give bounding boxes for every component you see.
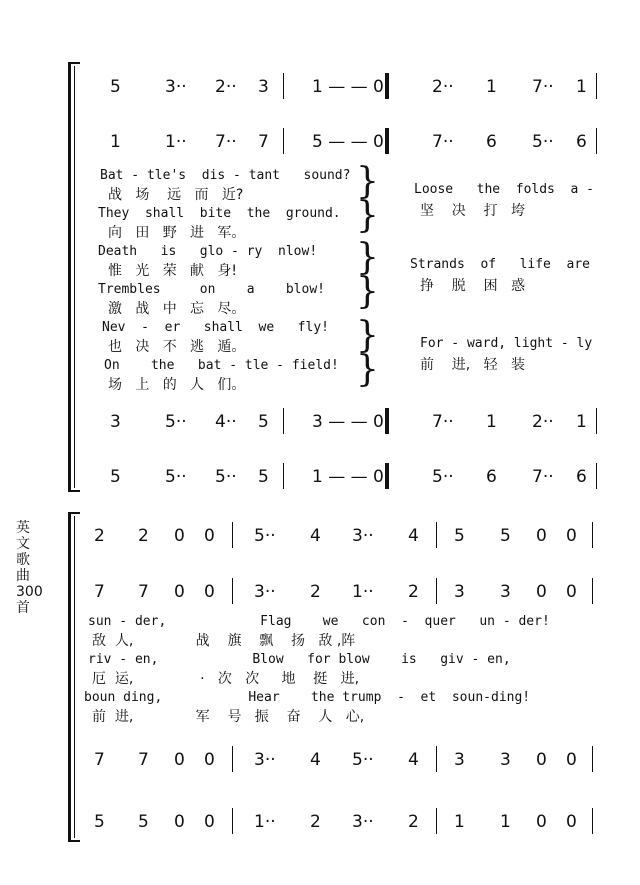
note: 0 xyxy=(566,582,577,602)
barline xyxy=(283,408,284,434)
barline xyxy=(592,578,593,604)
lyric-line: Bat - tle's dis - tant sound? xyxy=(100,168,351,183)
note: 5·· xyxy=(215,467,237,487)
note: 0 xyxy=(536,750,547,770)
lyric-line: 战 场 远 而 近? xyxy=(108,187,244,203)
note: 3 xyxy=(500,750,511,770)
barline xyxy=(592,522,593,548)
note: 1 — — 0 xyxy=(312,77,384,97)
note: 0 xyxy=(536,526,547,546)
note: 6 xyxy=(486,467,497,487)
note: 6 xyxy=(486,132,497,152)
note: 0 xyxy=(174,582,185,602)
system2-bracket-line xyxy=(68,512,71,842)
note: 7·· xyxy=(432,412,454,432)
barline xyxy=(283,73,284,99)
barline xyxy=(232,808,233,834)
note: 0 xyxy=(204,812,215,832)
note: 5·· xyxy=(532,132,554,152)
barline xyxy=(596,73,597,99)
note: 2·· xyxy=(432,77,454,97)
note: 2 xyxy=(138,526,149,546)
note: 1 xyxy=(576,77,587,97)
note: 5·· xyxy=(254,526,276,546)
barline xyxy=(596,463,597,489)
note: 2 xyxy=(408,812,419,832)
repeat-barline xyxy=(385,408,389,434)
system2-inner-line xyxy=(74,516,75,838)
lyric-line: 坚 决 打 垮 xyxy=(420,203,525,219)
system2-bracket-top xyxy=(68,512,80,514)
note: 2 xyxy=(310,812,321,832)
note: 1·· xyxy=(254,812,276,832)
lyric-line: Loose the folds a - xyxy=(414,182,595,197)
note: 5 xyxy=(258,467,269,487)
barline xyxy=(592,746,593,772)
lyric-line: Nev - er shall we fly! xyxy=(102,320,329,335)
barline xyxy=(232,746,233,772)
note: 0 xyxy=(566,812,577,832)
note: 5 xyxy=(454,526,465,546)
lyric-line: 挣 脱 困 惑 xyxy=(420,278,525,294)
lyric-brace: } xyxy=(356,237,379,278)
system1-inner-line xyxy=(74,66,75,488)
note: 5 xyxy=(258,412,269,432)
repeat-barline xyxy=(385,128,389,154)
note: 7 xyxy=(138,750,149,770)
barline xyxy=(283,463,284,489)
note: 5 — — 0 xyxy=(312,132,384,152)
lyric-line: boun ding, Hear the trump - et soun-ding! xyxy=(84,690,531,705)
note: 5·· xyxy=(352,750,374,770)
barline xyxy=(232,578,233,604)
note: 7 xyxy=(94,750,105,770)
note: 7 xyxy=(94,582,105,602)
repeat-barline xyxy=(385,463,389,489)
barline xyxy=(592,808,593,834)
lyric-brace: } xyxy=(356,271,379,312)
note: 6 xyxy=(576,467,587,487)
note: 0 xyxy=(566,526,577,546)
note: 0 xyxy=(566,750,577,770)
lyric-line: sun - der, Flag we con - quer un - der! xyxy=(88,614,550,629)
note: 5 xyxy=(500,526,511,546)
system2-bracket-bottom xyxy=(68,840,80,842)
lyric-line: 也 决 不 逃 遁。 xyxy=(108,339,246,355)
note: 1 xyxy=(576,412,587,432)
lyric-brace: } xyxy=(356,315,379,356)
note: 1 xyxy=(454,812,465,832)
note: 0 xyxy=(174,812,185,832)
note: 5 xyxy=(138,812,149,832)
note: 2·· xyxy=(215,77,237,97)
lyric-line: On the bat - tle - field! xyxy=(104,358,339,373)
system1-bracket-bottom xyxy=(68,490,80,492)
lyric-line: 厄 运, · 次 次 地 挺 进, xyxy=(92,671,360,687)
lyric-line: 激 战 中 忘 尽。 xyxy=(108,301,246,317)
note: 0 xyxy=(536,812,547,832)
note: 0 xyxy=(204,526,215,546)
note: 4·· xyxy=(215,412,237,432)
lyric-brace: } xyxy=(356,195,379,236)
note: 1 xyxy=(486,77,497,97)
note: 0 xyxy=(204,582,215,602)
note: 7·· xyxy=(432,132,454,152)
note: 3·· xyxy=(352,812,374,832)
note: 3 xyxy=(258,77,269,97)
lyric-brace: } xyxy=(356,349,379,390)
note: 4 xyxy=(408,750,419,770)
system1-bracket-line xyxy=(68,62,71,492)
note: 2 xyxy=(94,526,105,546)
barline xyxy=(232,522,233,548)
lyric-line: 敌 人, 战 旗 飘 扬 敌 ,阵 xyxy=(92,633,356,649)
note: 0 xyxy=(174,750,185,770)
note: 5·· xyxy=(165,467,187,487)
lyric-line: For - ward, light - ly xyxy=(420,336,593,351)
lyric-brace: } xyxy=(356,161,379,202)
note: 2 xyxy=(310,582,321,602)
lyric-line: 向 田 野 进 军。 xyxy=(108,225,246,241)
note: 0 xyxy=(174,526,185,546)
barline xyxy=(436,808,437,834)
note: 3·· xyxy=(352,526,374,546)
lyric-line: Strands of life are xyxy=(410,257,591,272)
note: 7 xyxy=(258,132,269,152)
barline xyxy=(436,578,437,604)
note: 4 xyxy=(310,526,321,546)
barline xyxy=(436,522,437,548)
note: 3·· xyxy=(254,582,276,602)
barline xyxy=(596,408,597,434)
note: 1 — — 0 xyxy=(312,467,384,487)
note: 1 xyxy=(500,812,511,832)
note: 1·· xyxy=(165,132,187,152)
lyric-line: 前 进, 轻 装 xyxy=(420,357,525,373)
note: 3·· xyxy=(254,750,276,770)
lyric-line: riv - en, Blow for blow is giv - en, xyxy=(88,652,511,667)
note: 0 xyxy=(536,582,547,602)
note: 1·· xyxy=(352,582,374,602)
lyric-line: 场 上 的 人 们。 xyxy=(108,377,246,393)
lyric-line: Death is glo - ry nlow! xyxy=(98,244,318,259)
barline xyxy=(436,746,437,772)
note: 4 xyxy=(310,750,321,770)
note: 5·· xyxy=(432,467,454,487)
note: 4 xyxy=(408,526,419,546)
note: 3 xyxy=(454,582,465,602)
system1-bracket-top xyxy=(68,62,80,64)
note: 3 xyxy=(454,750,465,770)
note: 7·· xyxy=(532,467,554,487)
note: 3 — — 0 xyxy=(312,412,384,432)
note: 6 xyxy=(576,132,587,152)
note: 7·· xyxy=(215,132,237,152)
repeat-barline xyxy=(385,73,389,99)
note: 7·· xyxy=(532,77,554,97)
note: 5 xyxy=(110,77,121,97)
barline xyxy=(596,128,597,154)
lyric-line: 前 进, 军 号 振 奋 人 心, xyxy=(92,709,365,725)
note: 5 xyxy=(94,812,105,832)
note: 3·· xyxy=(165,77,187,97)
barline xyxy=(283,128,284,154)
lyric-line: 惟 光 荣 献 身! xyxy=(108,263,238,279)
note: 5 xyxy=(110,467,121,487)
sidebar-book-title: 英文歌曲300首 xyxy=(16,520,43,616)
note: 2·· xyxy=(532,412,554,432)
note: 0 xyxy=(204,750,215,770)
note: 1 xyxy=(110,132,121,152)
note: 3 xyxy=(500,582,511,602)
note: 2 xyxy=(408,582,419,602)
note: 7 xyxy=(138,582,149,602)
note: 3 xyxy=(110,412,121,432)
note: 1 xyxy=(486,412,497,432)
lyric-line: Trembles on a blow! xyxy=(98,282,325,297)
note: 5·· xyxy=(165,412,187,432)
lyric-line: They shall bite the ground. xyxy=(98,206,341,221)
